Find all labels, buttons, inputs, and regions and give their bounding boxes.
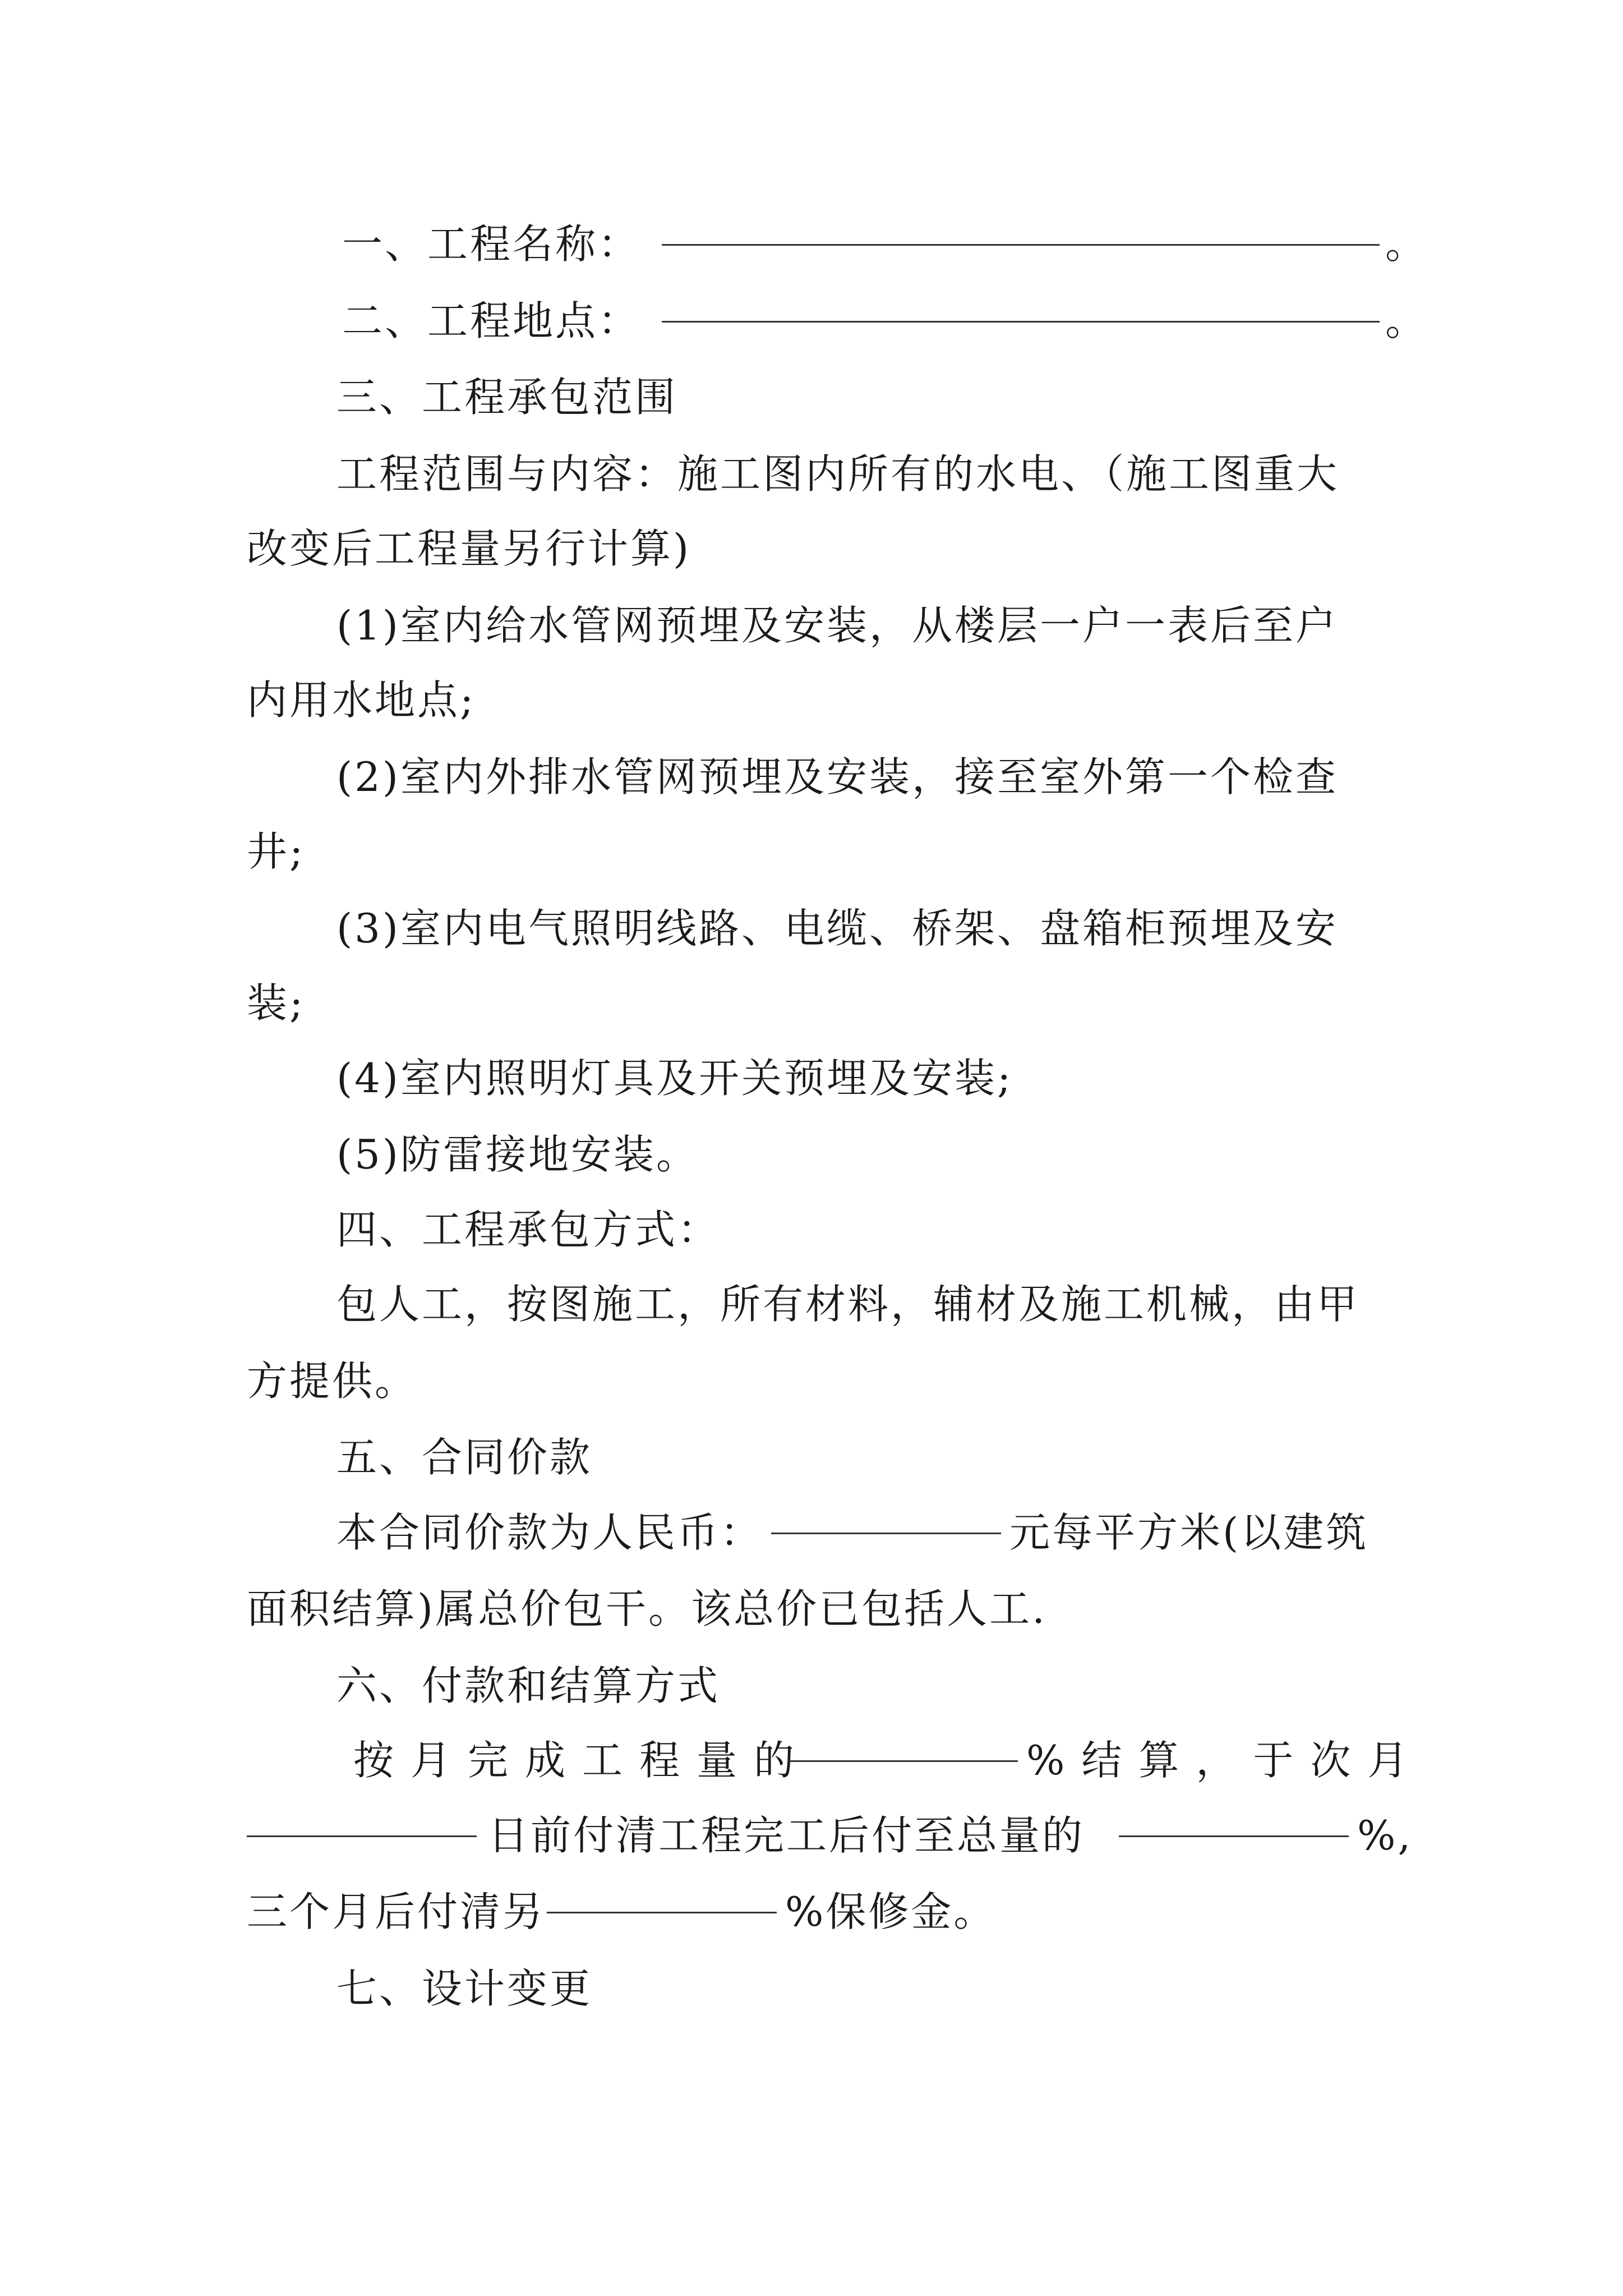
payment-text: 三个月后付清另 [247,1888,546,1935]
paragraph-line: (4)室内照明灯具及开关预埋及安装; [336,1055,1013,1102]
payment-text: 按月完成工程量的 [353,1737,811,1784]
paragraph-line: 工程范围与内容：施工图内所有的水电、（施工图重大 [336,450,1340,498]
paragraph-line: 改变后工程量另行计算) [247,525,691,572]
period: 。 [1385,220,1428,268]
paragraph-line: (2)室内外排水管网预埋及安装，接至室外第一个检查 [336,753,1338,800]
section-heading: 六、付款和结算方式 [336,1662,721,1709]
project-location-label: 二、工程地点： [342,297,641,344]
paragraph-line: (3)室内电气照明线路、电缆、桥架、盘箱柜预埋及安 [336,905,1338,952]
payment-text: %, [1357,1812,1413,1859]
section-heading: 五、合同价款 [336,1434,593,1481]
project-location-line [0,287,1623,355]
price-line [0,1499,1623,1566]
monthly-percent-field[interactable] [788,1727,1018,1762]
payment-text: %结算，于次月 [1026,1737,1425,1784]
paragraph-line: 包人工，按图施工，所有材料，辅材及施工机械，由甲 [336,1281,1360,1328]
total-percent-field[interactable] [1119,1802,1349,1837]
price-field[interactable] [771,1499,1001,1534]
paragraph-line: 井; [247,828,306,875]
payment-line-3 [0,1878,1623,1945]
payment-text: %保修金。 [785,1888,997,1935]
payment-text: 日前付清工程完工后付至总量的 [488,1812,1085,1859]
period: 。 [1385,297,1428,344]
project-name-field[interactable] [662,210,1380,246]
project-name-line [0,210,1623,278]
section-heading: 七、设计变更 [336,1965,593,2012]
paragraph-line: (5)防雷接地安装。 [336,1131,699,1178]
section-heading: 三、工程承包范围 [336,374,678,421]
payment-line-2 [0,1802,1623,1869]
payment-line-1 [0,1727,1623,1794]
paragraph-line: 内用水地点; [247,677,476,724]
paragraph-line: 装; [247,979,306,1027]
price-label: 本合同价款为人民币： [336,1509,763,1556]
payment-day-field[interactable] [247,1802,477,1837]
paragraph-line: (1)室内给水管网预埋及安装，从楼层一户一表后至户 [336,602,1338,649]
paragraph-line: 方提供。 [247,1358,418,1405]
project-location-field[interactable] [662,287,1380,323]
paragraph-line: 面积结算)属总价包干。该总价已包括人工. [247,1585,1047,1632]
warranty-percent-field[interactable] [547,1878,777,1913]
price-unit: 元每平方米(以建筑 [1009,1509,1369,1556]
section-heading: 四、工程承包方式： [336,1206,721,1253]
project-name-label: 一、工程名称： [342,220,641,268]
